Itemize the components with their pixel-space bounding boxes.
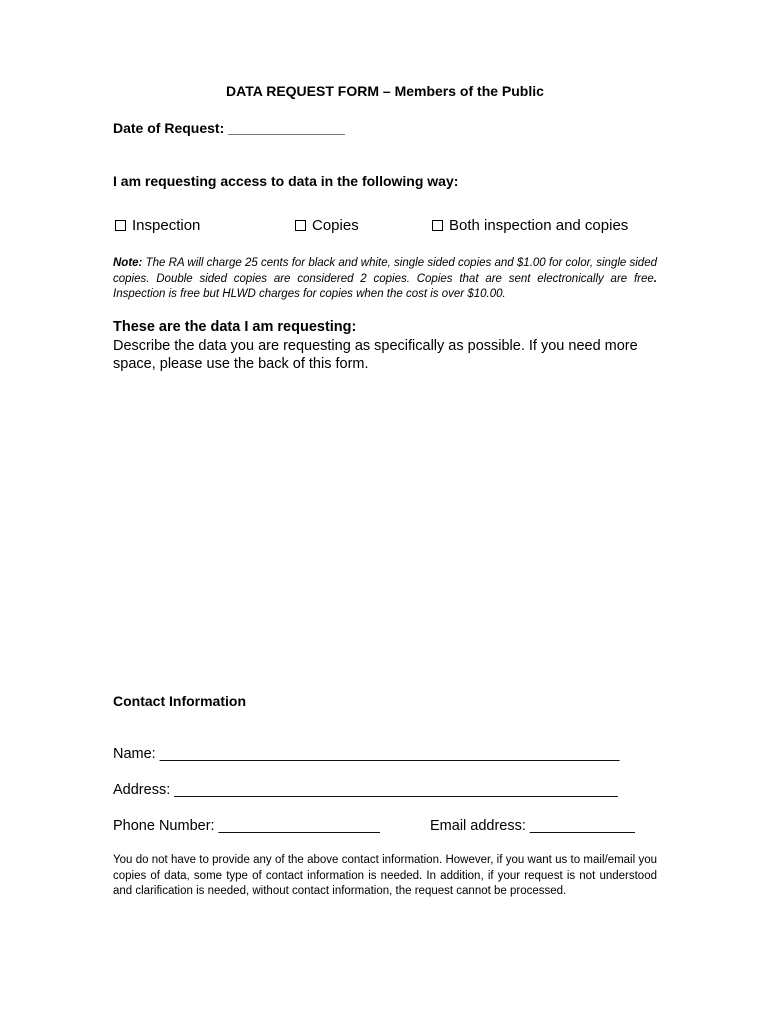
option-both-label: Both inspection and copies	[449, 217, 629, 234]
data-heading: These are the data I am requesting:	[113, 319, 357, 335]
checkbox-icon[interactable]	[115, 220, 126, 231]
note-text: The RA will charge 25 cents for black and white, single sided copies and $1.00 for color, single sided copies. Double sided copies are considered 2 copies. Copies that are sent electronically are free	[113, 257, 657, 285]
phone-field[interactable]: Phone Number: ____________________	[113, 818, 380, 834]
access-options	[113, 217, 657, 237]
date-of-request-field[interactable]: Date of Request: _______________	[113, 120, 345, 136]
option-inspection-label: Inspection	[132, 217, 201, 234]
name-field[interactable]: Name: _________________________________________________________	[113, 746, 620, 762]
option-copies-label: Copies	[312, 217, 359, 234]
form-title: DATA REQUEST FORM – Members of the Public	[226, 83, 544, 99]
note-text-2: Inspection is free but HLWD charges for copies when the cost is over $10.00.	[113, 288, 506, 300]
option-copies[interactable]	[295, 217, 359, 234]
email-field[interactable]: Email address: _____________	[430, 818, 635, 834]
address-field[interactable]: Address: _______________________________________________________	[113, 782, 618, 798]
note-dot: .	[653, 272, 657, 285]
contact-disclaimer: You do not have to provide any of the above contact information. However, if you want us to mail/email you copies of data, some type of contact information is needed. In addition, if your request is not understood and clarification is needed, without contact information, the request cannot be processed.	[113, 854, 657, 897]
pricing-note	[113, 256, 657, 303]
checkbox-icon[interactable]	[432, 220, 443, 231]
note-prefix: Note:	[113, 257, 143, 269]
checkbox-icon[interactable]	[295, 220, 306, 231]
option-both[interactable]	[432, 217, 628, 234]
data-instructions: Describe the data you are requesting as specifically as possible. If you need more space, please use the back of this form.	[113, 338, 638, 372]
contact-heading: Contact Information	[113, 693, 246, 709]
access-method-heading: I am requesting access to data in the following way:	[113, 173, 459, 189]
option-inspection[interactable]	[115, 217, 200, 234]
